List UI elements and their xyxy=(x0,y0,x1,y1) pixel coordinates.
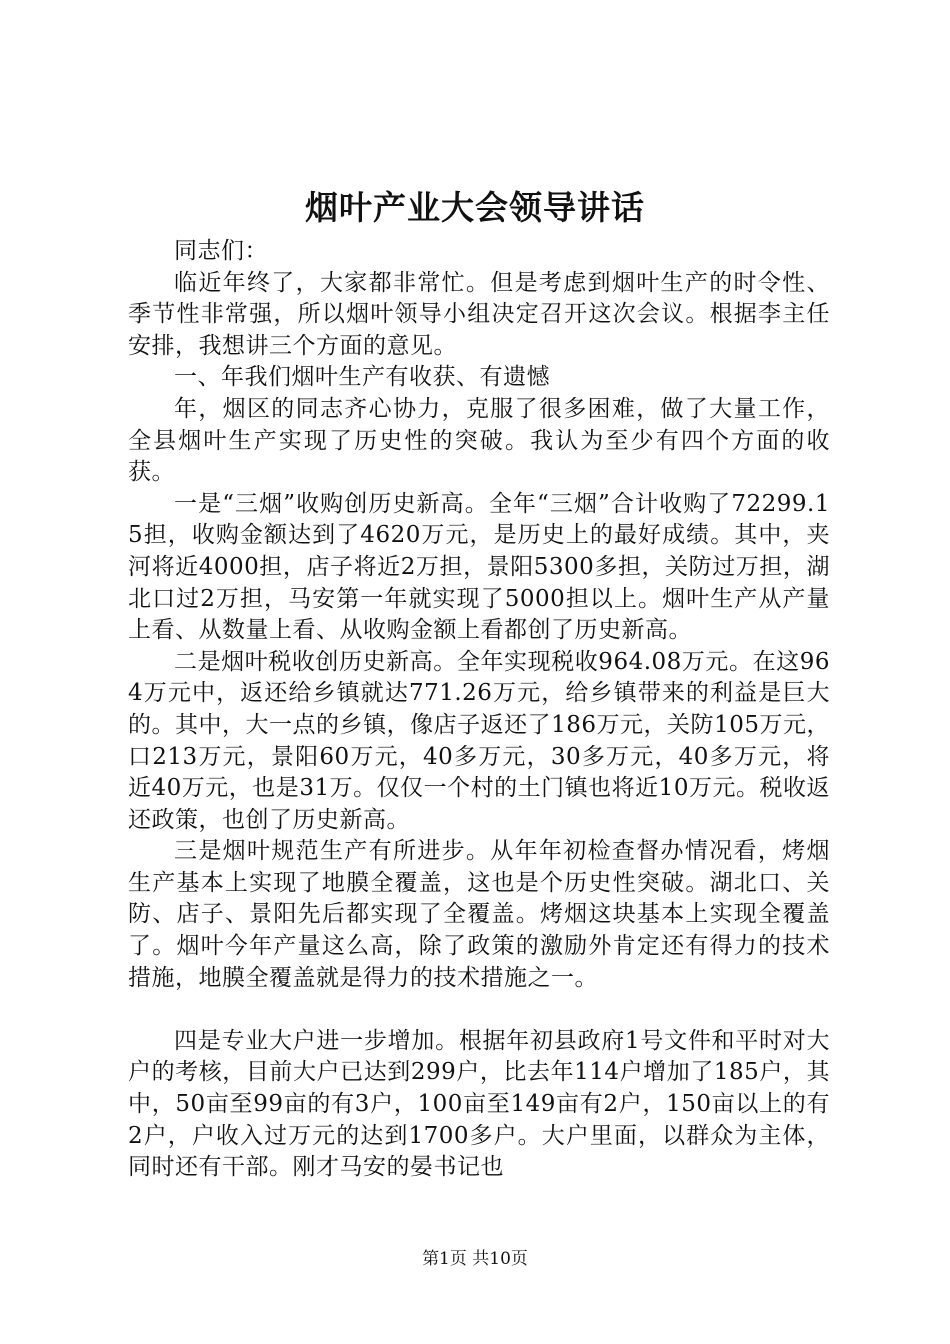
intro-paragraph: 临近年终了，大家都非常忙。但是考虑到烟叶生产的时令性、季节性非常强，所以烟叶领导小组决定召开这次会议。根据李主任安排，我想讲三个方面的意见。 xyxy=(128,269,830,359)
body-paragraph: 一是“三烟”收购创历史新高。全年“三烟”合计收购了72299.15担，收购金额达到了4620万元，是历史上的最好成绩。其中，夹河将近4000担，店子将近2万担，景阳5300多担，关防过万担，湖北口过2万担，马安第一年就实现了5000担以上。烟叶生产从产量上看、从数量上看、从收购金额上看都创了历史新高。 xyxy=(128,490,830,644)
body-paragraph: 三是烟叶规范生产有所进步。从年年初检查督办情况看，烤烟生产基本上实现了地膜全覆盖，这也是个历史性突破。湖北口、关防、店子、景阳先后都实现了全覆盖。烤烟这块基本上实现全覆盖了。烟叶今年产量这么高，除了政策的激励外肯定还有得力的技术措施，地膜全覆盖就是得力的技术措施之一。 xyxy=(128,838,830,991)
body-paragraph: 二是烟叶税收创历史新高。全年实现税收964.08万元。在这964万元中，返还给乡镇就达771.26万元，给乡镇带来的利益是巨大的。其中，大一点的乡镇，像店子返还了186万元，关防105万元，口213万元，景阳60万元，40多万元，30多万元，40多万元，将近40万元，也是31万。仅仅一个村的土门镇也将近10万元。税收返还政策，也创了历史新高。 xyxy=(128,648,830,833)
body-paragraph: 年，烟区的同志齐心协力，克服了很多困难，做了大量工作，全县烟叶生产实现了历史性的突破。我认为至少有四个方面的收获。 xyxy=(128,395,830,486)
page-number-footer: 第1页 共10页 xyxy=(422,1249,528,1269)
document-body xyxy=(128,236,830,1184)
body-paragraph: 四是专业大户进一步增加。根据年初县政府1号文件和平时对大户的考核，目前大户已达到299户，比去年114户增加了185户，其中，50亩至99亩的有3户，100亩至149亩有2户，150亩以上的有2户，户收入过万元的达到1700多户。大户里面，以群众为主体，同时还有干部。刚才马安的晏书记也 xyxy=(128,1027,830,1181)
salutation-paragraph: 同志们： xyxy=(174,238,268,264)
document-title: 烟叶产业大会领导讲话 xyxy=(305,188,645,227)
section-heading: 一、年我们烟叶生产有收获、有遗憾 xyxy=(174,364,550,391)
